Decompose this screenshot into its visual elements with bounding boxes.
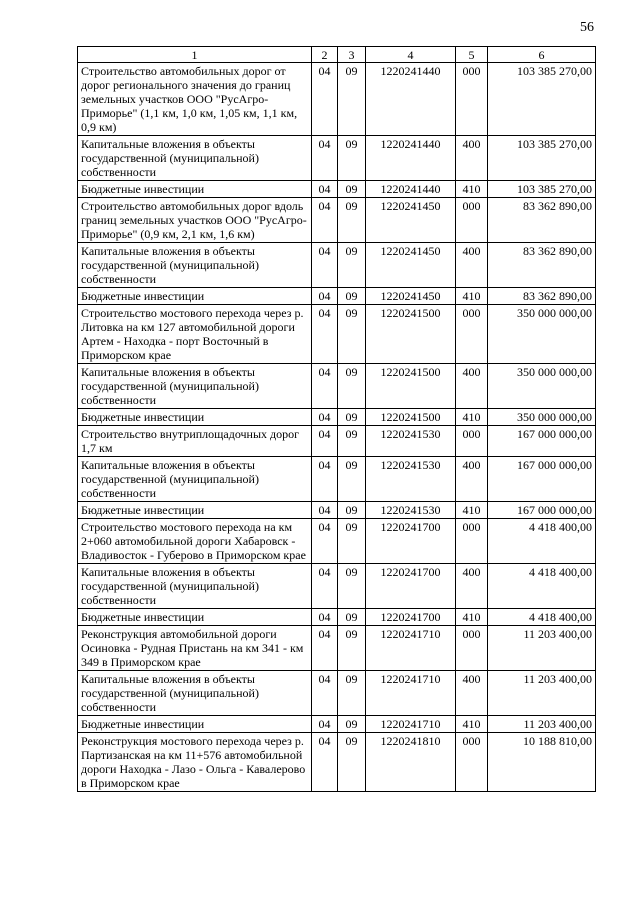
expense-type-code-cell: 000: [456, 198, 488, 243]
subsection-code-cell: 09: [338, 63, 366, 136]
amount-cell: 10 188 810,00: [488, 733, 596, 792]
item-name-cell: Строительство внутриплощадочных дорог 1,7 км: [78, 426, 312, 457]
expense-type-code-cell: 400: [456, 243, 488, 288]
table-row: [78, 626, 596, 671]
item-name-cell: Реконструкция автомобильной дороги Осиновка - Рудная Пристань на км 341 - км 349 в Приморском крае: [78, 626, 312, 671]
table-row: [78, 457, 596, 502]
item-name-cell: Бюджетные инвестиции: [78, 502, 312, 519]
amount-cell: 350 000 000,00: [488, 409, 596, 426]
subsection-code-cell: 09: [338, 609, 366, 626]
amount-cell: 167 000 000,00: [488, 502, 596, 519]
item-name-cell: Капитальные вложения в объекты государственной (муниципальной) собственности: [78, 671, 312, 716]
subsection-code-cell: 09: [338, 502, 366, 519]
amount-cell: 83 362 890,00: [488, 288, 596, 305]
expense-type-code-cell: 000: [456, 305, 488, 364]
section-code-cell: 04: [312, 564, 338, 609]
section-code-cell: 04: [312, 198, 338, 243]
target-article-code-cell: 1220241530: [366, 457, 456, 502]
subsection-code-cell: 09: [338, 519, 366, 564]
section-code-cell: 04: [312, 626, 338, 671]
item-name-cell: Бюджетные инвестиции: [78, 609, 312, 626]
section-code-cell: 04: [312, 181, 338, 198]
amount-cell: 4 418 400,00: [488, 609, 596, 626]
section-code-cell: 04: [312, 364, 338, 409]
subsection-code-cell: 09: [338, 243, 366, 288]
item-name-cell: Строительство мостового перехода на км 2+060 автомобильной дороги Хабаровск - Владивосток - Губерово в Приморском крае: [78, 519, 312, 564]
header-col-5: 5: [456, 47, 488, 63]
expense-type-code-cell: 000: [456, 426, 488, 457]
table-row: [78, 288, 596, 305]
amount-cell: 167 000 000,00: [488, 426, 596, 457]
subsection-code-cell: 09: [338, 564, 366, 609]
page-number: 56: [580, 20, 594, 35]
expense-type-code-cell: 000: [456, 63, 488, 136]
subsection-code-cell: 09: [338, 716, 366, 733]
target-article-code-cell: 1220241530: [366, 502, 456, 519]
table-row: [78, 409, 596, 426]
section-code-cell: 04: [312, 502, 338, 519]
amount-cell: 350 000 000,00: [488, 364, 596, 409]
target-article-code-cell: 1220241530: [366, 426, 456, 457]
section-code-cell: 04: [312, 733, 338, 792]
header-col-3: 3: [338, 47, 366, 63]
table-row: [78, 305, 596, 364]
subsection-code-cell: 09: [338, 364, 366, 409]
section-code-cell: 04: [312, 426, 338, 457]
subsection-code-cell: 09: [338, 198, 366, 243]
amount-cell: 167 000 000,00: [488, 457, 596, 502]
subsection-code-cell: 09: [338, 181, 366, 198]
expense-type-code-cell: 410: [456, 181, 488, 198]
subsection-code-cell: 09: [338, 626, 366, 671]
header-col-6: 6: [488, 47, 596, 63]
expense-type-code-cell: 410: [456, 609, 488, 626]
target-article-code-cell: 1220241710: [366, 626, 456, 671]
expense-type-code-cell: 400: [456, 364, 488, 409]
subsection-code-cell: 09: [338, 671, 366, 716]
amount-cell: 11 203 400,00: [488, 626, 596, 671]
amount-cell: 4 418 400,00: [488, 519, 596, 564]
expense-type-code-cell: 400: [456, 457, 488, 502]
subsection-code-cell: 09: [338, 136, 366, 181]
target-article-code-cell: 1220241500: [366, 305, 456, 364]
table-row: [78, 564, 596, 609]
header-col-1: 1: [78, 47, 312, 63]
table-row: [78, 243, 596, 288]
subsection-code-cell: 09: [338, 305, 366, 364]
expense-type-code-cell: 410: [456, 409, 488, 426]
item-name-cell: Бюджетные инвестиции: [78, 288, 312, 305]
subsection-code-cell: 09: [338, 409, 366, 426]
item-name-cell: Капитальные вложения в объекты государственной (муниципальной) собственности: [78, 243, 312, 288]
item-name-cell: Бюджетные инвестиции: [78, 716, 312, 733]
section-code-cell: 04: [312, 457, 338, 502]
table-row: [78, 136, 596, 181]
amount-cell: 11 203 400,00: [488, 716, 596, 733]
table-row: [78, 519, 596, 564]
target-article-code-cell: 1220241710: [366, 716, 456, 733]
target-article-code-cell: 1220241500: [366, 364, 456, 409]
item-name-cell: Строительство автомобильных дорог от дорог регионального значения до границ земельных участков ООО "РусАгро-Приморье" (1,1 км, 1,0 км, 1,05 км, 1,1 км, 0,9 км): [78, 63, 312, 136]
target-article-code-cell: 1220241700: [366, 519, 456, 564]
table-row: [78, 181, 596, 198]
table-row: [78, 733, 596, 792]
amount-cell: 350 000 000,00: [488, 305, 596, 364]
section-code-cell: 04: [312, 609, 338, 626]
header-col-4: 4: [366, 47, 456, 63]
header-row: [78, 47, 596, 63]
expense-type-code-cell: 410: [456, 716, 488, 733]
expense-type-code-cell: 400: [456, 136, 488, 181]
section-code-cell: 04: [312, 63, 338, 136]
target-article-code-cell: 1220241710: [366, 671, 456, 716]
amount-cell: 11 203 400,00: [488, 671, 596, 716]
table-row: [78, 716, 596, 733]
target-article-code-cell: 1220241450: [366, 198, 456, 243]
amount-cell: 83 362 890,00: [488, 198, 596, 243]
table-row: [78, 671, 596, 716]
target-article-code-cell: 1220241810: [366, 733, 456, 792]
item-name-cell: Строительство автомобильных дорог вдоль границ земельных участков ООО "РусАгро-Приморье" (0,9 км, 2,1 км, 1,6 км): [78, 198, 312, 243]
item-name-cell: Реконструкция мостового перехода через р. Партизанская на км 11+576 автомобильной дороги Находка - Лазо - Ольга - Кавалерово в Приморском крае: [78, 733, 312, 792]
expense-type-code-cell: 400: [456, 564, 488, 609]
expense-type-code-cell: 000: [456, 519, 488, 564]
table-row: [78, 426, 596, 457]
target-article-code-cell: 1220241500: [366, 409, 456, 426]
table-row: [78, 364, 596, 409]
section-code-cell: 04: [312, 519, 338, 564]
target-article-code-cell: 1220241450: [366, 243, 456, 288]
expense-type-code-cell: 000: [456, 626, 488, 671]
item-name-cell: Капитальные вложения в объекты государственной (муниципальной) собственности: [78, 364, 312, 409]
budget-table: [77, 46, 596, 792]
amount-cell: 4 418 400,00: [488, 564, 596, 609]
table-row: [78, 198, 596, 243]
subsection-code-cell: 09: [338, 733, 366, 792]
section-code-cell: 04: [312, 671, 338, 716]
amount-cell: 83 362 890,00: [488, 243, 596, 288]
section-code-cell: 04: [312, 288, 338, 305]
section-code-cell: 04: [312, 136, 338, 181]
expense-type-code-cell: 410: [456, 502, 488, 519]
section-code-cell: 04: [312, 305, 338, 364]
item-name-cell: Капитальные вложения в объекты государственной (муниципальной) собственности: [78, 564, 312, 609]
expense-type-code-cell: 410: [456, 288, 488, 305]
amount-cell: 103 385 270,00: [488, 63, 596, 136]
expense-type-code-cell: 000: [456, 733, 488, 792]
item-name-cell: Бюджетные инвестиции: [78, 409, 312, 426]
subsection-code-cell: 09: [338, 288, 366, 305]
amount-cell: 103 385 270,00: [488, 181, 596, 198]
table-row: [78, 63, 596, 136]
item-name-cell: Капитальные вложения в объекты государственной (муниципальной) собственности: [78, 136, 312, 181]
target-article-code-cell: 1220241450: [366, 288, 456, 305]
subsection-code-cell: 09: [338, 457, 366, 502]
target-article-code-cell: 1220241440: [366, 181, 456, 198]
table-row: [78, 502, 596, 519]
section-code-cell: 04: [312, 716, 338, 733]
item-name-cell: Капитальные вложения в объекты государственной (муниципальной) собственности: [78, 457, 312, 502]
header-col-2: 2: [312, 47, 338, 63]
target-article-code-cell: 1220241440: [366, 136, 456, 181]
target-article-code-cell: 1220241440: [366, 63, 456, 136]
target-article-code-cell: 1220241700: [366, 609, 456, 626]
table-row: [78, 609, 596, 626]
section-code-cell: 04: [312, 409, 338, 426]
item-name-cell: Бюджетные инвестиции: [78, 181, 312, 198]
target-article-code-cell: 1220241700: [366, 564, 456, 609]
item-name-cell: Строительство мостового перехода через р. Литовка на км 127 автомобильной дороги Артем - Находка - порт Восточный в Приморском крае: [78, 305, 312, 364]
section-code-cell: 04: [312, 243, 338, 288]
amount-cell: 103 385 270,00: [488, 136, 596, 181]
expense-type-code-cell: 400: [456, 671, 488, 716]
subsection-code-cell: 09: [338, 426, 366, 457]
